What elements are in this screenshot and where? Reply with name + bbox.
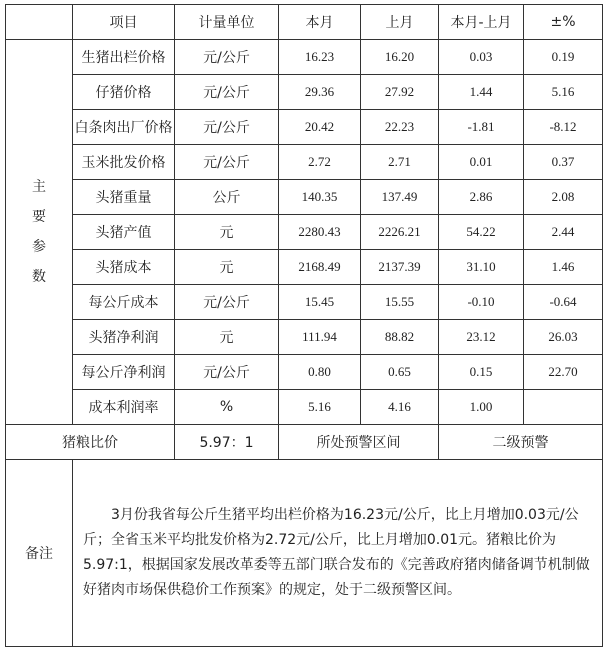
warning-zone-value: 二级预警 xyxy=(439,425,603,460)
unit-cell: 元/公斤 xyxy=(175,285,279,320)
table-row xyxy=(6,215,603,250)
header-item: 项目 xyxy=(73,5,175,40)
previous-month-cell: 2137.39 xyxy=(361,250,439,285)
percent-cell: 22.70 xyxy=(524,355,603,390)
header-percent: ±% xyxy=(524,5,603,40)
header-difference: 本月-上月 xyxy=(439,5,524,40)
current-month-cell: 2.72 xyxy=(279,145,361,180)
unit-cell: 元/公斤 xyxy=(175,355,279,390)
main-parameters-char: 数 xyxy=(32,269,46,285)
main-parameters-label xyxy=(6,40,73,425)
unit-cell: 元 xyxy=(175,250,279,285)
table-row xyxy=(6,75,603,110)
unit-cell: % xyxy=(175,390,279,425)
difference-cell: 1.00 xyxy=(439,390,524,425)
difference-cell: 54.22 xyxy=(439,215,524,250)
warning-zone-label: 所处预警区间 xyxy=(279,425,439,460)
current-month-cell: 29.36 xyxy=(279,75,361,110)
item-cell: 玉米批发价格 xyxy=(73,145,175,180)
percent-cell: 5.16 xyxy=(524,75,603,110)
previous-month-cell: 2.71 xyxy=(361,145,439,180)
difference-cell: 0.15 xyxy=(439,355,524,390)
current-month-cell: 5.16 xyxy=(279,390,361,425)
previous-month-cell: 137.49 xyxy=(361,180,439,215)
table-row xyxy=(6,320,603,355)
difference-cell: 31.10 xyxy=(439,250,524,285)
item-cell: 头猪净利润 xyxy=(73,320,175,355)
main-parameters-char: 要 xyxy=(32,209,46,225)
unit-cell: 元/公斤 xyxy=(175,145,279,180)
unit-cell: 元 xyxy=(175,215,279,250)
difference-cell: -1.81 xyxy=(439,110,524,145)
percent-cell: 26.03 xyxy=(524,320,603,355)
table-row xyxy=(6,40,603,75)
unit-cell: 元/公斤 xyxy=(175,75,279,110)
previous-month-cell: 0.65 xyxy=(361,355,439,390)
ratio-value: 5.97：1 xyxy=(175,425,279,460)
difference-cell: 2.86 xyxy=(439,180,524,215)
previous-month-cell: 4.16 xyxy=(361,390,439,425)
previous-month-cell: 22.23 xyxy=(361,110,439,145)
remark-text: 3月份我省每公斤生猪平均出栏价格为16.23元/公斤，比上月增加0.03元/公斤；全省玉米平均批发价格为2.72元/公斤，比上月增加0.01元。猪粮比价为5.97:1，根据国家发展改革委等五部门联合发布的《完善政府猪肉储备调节机制做好猪肉市场保供稳价工作预案》的规定，处于二级预警区间。 xyxy=(73,460,603,647)
previous-month-cell: 27.92 xyxy=(361,75,439,110)
percent-cell: -0.64 xyxy=(524,285,603,320)
current-month-cell: 0.80 xyxy=(279,355,361,390)
item-cell: 仔猪价格 xyxy=(73,75,175,110)
header-row xyxy=(6,5,603,40)
table-row xyxy=(6,355,603,390)
item-cell: 头猪产值 xyxy=(73,215,175,250)
table-row xyxy=(6,250,603,285)
main-parameters-char: 参 xyxy=(32,239,46,255)
table-row xyxy=(6,180,603,215)
header-current-month: 本月 xyxy=(279,5,361,40)
remark-row xyxy=(6,460,603,647)
unit-cell: 元 xyxy=(175,320,279,355)
percent-cell: -8.12 xyxy=(524,110,603,145)
item-cell: 头猪成本 xyxy=(73,250,175,285)
price-table xyxy=(5,4,603,647)
unit-cell: 元/公斤 xyxy=(175,40,279,75)
current-month-cell: 2280.43 xyxy=(279,215,361,250)
table-row xyxy=(6,110,603,145)
unit-cell: 元/公斤 xyxy=(175,110,279,145)
difference-cell: -0.10 xyxy=(439,285,524,320)
price-table-container xyxy=(5,4,602,647)
hog-grain-ratio-row xyxy=(6,425,603,460)
percent-cell: 2.44 xyxy=(524,215,603,250)
difference-cell: 23.12 xyxy=(439,320,524,355)
percent-cell: 2.08 xyxy=(524,180,603,215)
difference-cell: 1.44 xyxy=(439,75,524,110)
item-cell: 生猪出栏价格 xyxy=(73,40,175,75)
ratio-label: 猪粮比价 xyxy=(6,425,175,460)
table-row xyxy=(6,390,603,425)
current-month-cell: 2168.49 xyxy=(279,250,361,285)
remark-label: 备注 xyxy=(6,460,73,647)
unit-cell: 公斤 xyxy=(175,180,279,215)
main-parameters-char: 主 xyxy=(32,179,46,195)
difference-cell: 0.03 xyxy=(439,40,524,75)
percent-cell: 0.37 xyxy=(524,145,603,180)
table-row xyxy=(6,145,603,180)
current-month-cell: 20.42 xyxy=(279,110,361,145)
item-cell: 每公斤净利润 xyxy=(73,355,175,390)
item-cell: 头猪重量 xyxy=(73,180,175,215)
previous-month-cell: 16.20 xyxy=(361,40,439,75)
percent-cell: 0.19 xyxy=(524,40,603,75)
previous-month-cell: 2226.21 xyxy=(361,215,439,250)
percent-cell: 1.46 xyxy=(524,250,603,285)
current-month-cell: 111.94 xyxy=(279,320,361,355)
percent-cell xyxy=(524,390,603,425)
header-unit: 计量单位 xyxy=(175,5,279,40)
previous-month-cell: 88.82 xyxy=(361,320,439,355)
current-month-cell: 140.35 xyxy=(279,180,361,215)
table-row xyxy=(6,285,603,320)
header-previous-month: 上月 xyxy=(361,5,439,40)
item-cell: 白条肉出厂价格 xyxy=(73,110,175,145)
previous-month-cell: 15.55 xyxy=(361,285,439,320)
current-month-cell: 15.45 xyxy=(279,285,361,320)
current-month-cell: 16.23 xyxy=(279,40,361,75)
difference-cell: 0.01 xyxy=(439,145,524,180)
item-cell: 每公斤成本 xyxy=(73,285,175,320)
header-blank-cell xyxy=(6,5,73,40)
item-cell: 成本利润率 xyxy=(73,390,175,425)
